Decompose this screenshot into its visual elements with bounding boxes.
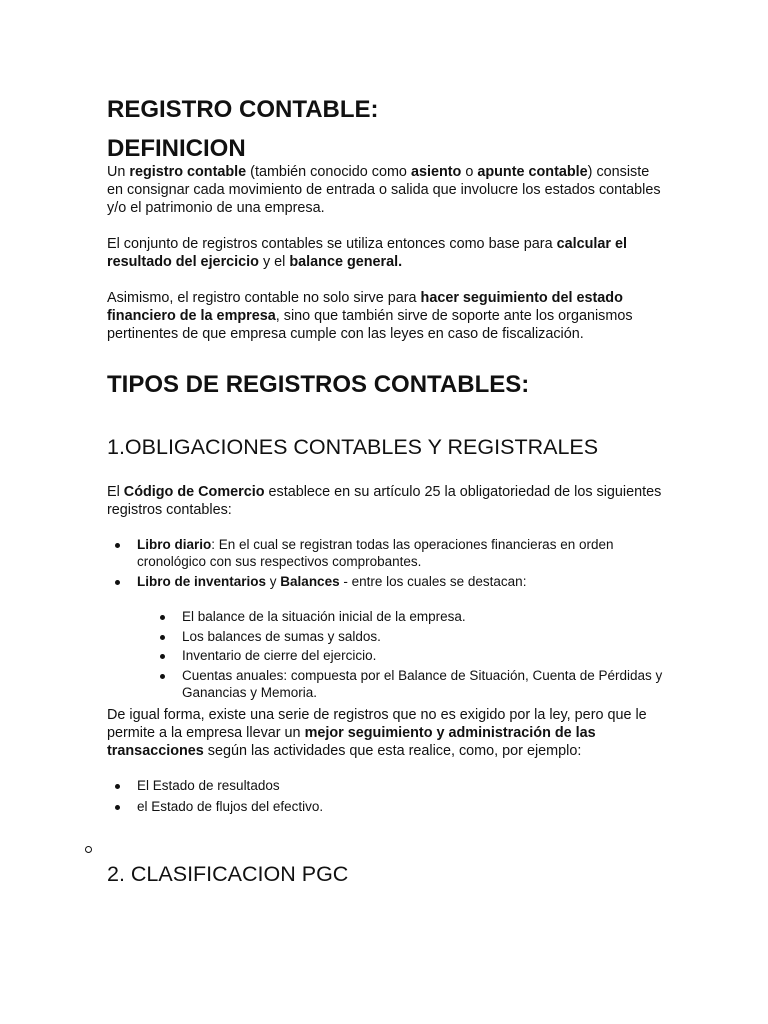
- text: El balance de la situación inicial de la empresa.: [182, 609, 466, 624]
- bullet-icon: [160, 654, 165, 659]
- paragraph-asimismo: [107, 289, 667, 343]
- bullet-list-registros: [107, 536, 667, 591]
- empty-circle-bullet-icon: [85, 846, 92, 853]
- heading-obligaciones: 1.OBLIGACIONES CONTABLES Y REGISTRALES: [107, 435, 599, 459]
- paragraph-definition: [107, 163, 667, 217]
- bullet-icon: [115, 784, 120, 789]
- bold-text: asiento: [410, 164, 462, 180]
- paragraph-de-igual-forma: [107, 706, 667, 760]
- text: Asimismo, el registro contable no solo sirve para: [107, 290, 421, 306]
- text: establece en su artículo 25 la obligatoriedad de los siguientes registros contables:: [107, 483, 662, 518]
- text: Cuentas anuales: compuesta por el Balance de Situación, Cuenta de Pérdidas y Ganancias y Memoria.: [182, 667, 663, 700]
- title-line-2: DEFINICION: [107, 135, 246, 162]
- bullet-icon: [115, 543, 120, 548]
- bold-text: Libro diario: [137, 536, 212, 552]
- text: ) consiste en consignar cada movimiento de entrada o salida que involucre los estados contables y/o el patrimonio de una empresa.: [107, 164, 661, 216]
- list-item: [137, 536, 667, 571]
- text: : En el cual se registran todas las operaciones financieras en orden cronológico con sus respectivos comprobantes.: [137, 536, 614, 569]
- bold-text: Libro de inventarios: [137, 573, 267, 589]
- bold-text: balance general.: [289, 254, 403, 270]
- text: y: [266, 573, 281, 589]
- title-line-1: REGISTRO CONTABLE:: [107, 96, 379, 123]
- heading-tipos: TIPOS DE REGISTROS CONTABLES:: [107, 371, 530, 398]
- paragraph-codigo-comercio: [107, 483, 667, 519]
- bullet-list-balances: [107, 608, 667, 702]
- text: Los balances de sumas y saldos.: [182, 628, 381, 644]
- text: De igual forma, existe una serie de registros que no es exigido por la ley, pero que le permite a la empresa llevar un: [107, 706, 647, 741]
- heading-clasificacion-pgc: 2. CLASIFICACION PGC: [107, 862, 349, 886]
- bullet-list-estados: [107, 777, 667, 816]
- bullet-icon: [115, 580, 120, 585]
- bold-text: Código de Comercio: [123, 483, 265, 500]
- bullet-icon: [160, 635, 165, 640]
- list-item: [182, 647, 667, 665]
- list-item: [137, 573, 667, 591]
- list-item: [137, 777, 667, 795]
- text: y el: [258, 254, 290, 270]
- text: o: [461, 164, 478, 180]
- bold-text: calcular el resultado del ejercicio: [107, 236, 627, 270]
- list-item: [182, 628, 667, 646]
- bold-text: mejor seguimiento y administración de las transacciones: [107, 724, 596, 759]
- list-item: [182, 667, 667, 702]
- bold-text: registro contable: [129, 164, 247, 180]
- text: El conjunto de registros contables se utiliza entonces como base para: [107, 236, 557, 252]
- text: El: [107, 483, 124, 500]
- text: Inventario de cierre del ejercicio.: [182, 648, 377, 663]
- text: según las actividades que esta realice, como, por ejemplo:: [203, 742, 582, 759]
- text: , sino que también sirve de soporte ante los organismos pertinentes de que empresa cumple con las leyes en caso de fiscalización.: [107, 308, 633, 342]
- list-item: [137, 798, 667, 816]
- text: El Estado de resultados: [137, 777, 280, 793]
- paragraph-conjunto: [107, 235, 667, 271]
- text: Un: [107, 164, 130, 180]
- bold-text: apunte contable: [477, 164, 588, 180]
- bold-text: Balances: [280, 573, 340, 589]
- text: el Estado de flujos del efectivo.: [137, 799, 324, 814]
- text: (también conocido como: [246, 164, 411, 180]
- bullet-icon: [115, 805, 120, 810]
- text: - entre los cuales se destacan:: [339, 573, 527, 589]
- bold-text: hacer seguimiento del estado financiero de la empresa: [107, 290, 623, 324]
- bullet-icon: [160, 674, 165, 679]
- bullet-icon: [160, 615, 165, 620]
- document-body: [107, 98, 667, 816]
- list-item: [182, 608, 667, 626]
